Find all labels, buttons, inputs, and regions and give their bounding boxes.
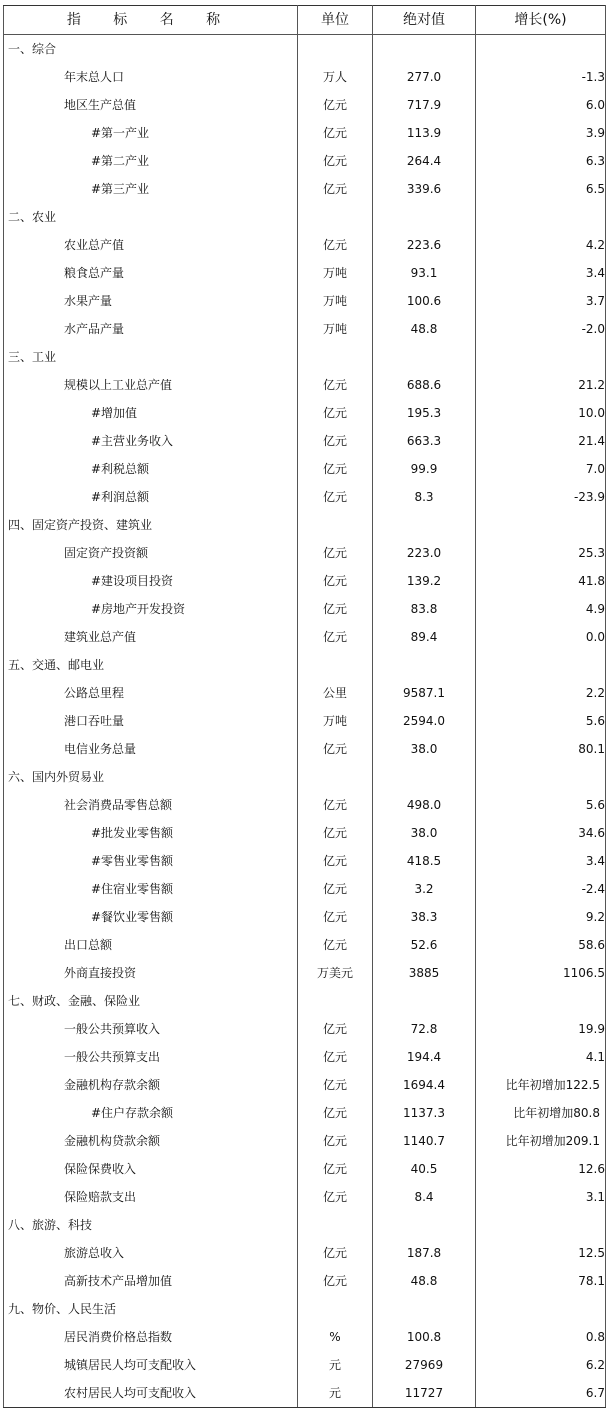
row-growth [476, 511, 606, 539]
row-value: 83.8 [373, 595, 476, 623]
row-unit: 亿元 [298, 735, 373, 763]
row-name: 居民消费价格总指数 [4, 1323, 298, 1351]
statistics-table [3, 5, 606, 1408]
table-row [4, 1099, 606, 1127]
header-absolute-value: 绝对值 [373, 6, 476, 35]
row-name: 地区生产总值 [4, 91, 298, 119]
row-growth: 1106.5 [476, 959, 606, 987]
row-growth: -1.3 [476, 63, 606, 91]
row-value [373, 511, 476, 539]
row-value: 2594.0 [373, 707, 476, 735]
row-value: 194.4 [373, 1043, 476, 1071]
row-growth [476, 651, 606, 679]
row-unit: 亿元 [298, 147, 373, 175]
table-row [4, 791, 606, 819]
row-value: 195.3 [373, 399, 476, 427]
table-row [4, 455, 606, 483]
row-growth [476, 1211, 606, 1239]
row-name: 电信业务总量 [4, 735, 298, 763]
row-value [373, 1211, 476, 1239]
table-header [4, 6, 606, 35]
table-row [4, 483, 606, 511]
row-growth: 比年初增加209.1 [476, 1127, 606, 1155]
table-body [4, 35, 606, 1408]
table-row [4, 91, 606, 119]
row-name: 建筑业总产值 [4, 623, 298, 651]
row-value [373, 763, 476, 791]
row-unit: 亿元 [298, 595, 373, 623]
row-unit [298, 651, 373, 679]
row-unit: 亿元 [298, 1183, 373, 1211]
row-value: 8.3 [373, 483, 476, 511]
row-growth: 3.1 [476, 1183, 606, 1211]
row-unit: 亿元 [298, 231, 373, 259]
row-name: 固定资产投资额 [4, 539, 298, 567]
table-row [4, 1379, 606, 1408]
row-unit: 亿元 [298, 623, 373, 651]
row-unit: 亿元 [298, 539, 373, 567]
section-row [4, 1211, 606, 1239]
row-growth: 5.6 [476, 791, 606, 819]
row-value: 113.9 [373, 119, 476, 147]
row-growth: 比年初增加122.5 [476, 1071, 606, 1099]
row-value: 498.0 [373, 791, 476, 819]
row-value: 100.6 [373, 287, 476, 315]
row-growth: 2.2 [476, 679, 606, 707]
row-unit: 亿元 [298, 1155, 373, 1183]
row-value: 139.2 [373, 567, 476, 595]
row-value: 688.6 [373, 371, 476, 399]
row-growth: 比年初增加80.8 [476, 1099, 606, 1127]
row-growth: 41.8 [476, 567, 606, 595]
row-name: 五、交通、邮电业 [4, 651, 298, 679]
row-name: 八、旅游、科技 [4, 1211, 298, 1239]
row-growth: 0.8 [476, 1323, 606, 1351]
row-name: 一、综合 [4, 35, 298, 64]
row-value: 89.4 [373, 623, 476, 651]
row-unit: % [298, 1323, 373, 1351]
section-row [4, 203, 606, 231]
row-value: 223.0 [373, 539, 476, 567]
row-value: 663.3 [373, 427, 476, 455]
table-row [4, 1043, 606, 1071]
row-name: 二、农业 [4, 203, 298, 231]
row-unit: 亿元 [298, 455, 373, 483]
table-row [4, 959, 606, 987]
table-row [4, 1015, 606, 1043]
table-row [4, 707, 606, 735]
row-growth: 4.1 [476, 1043, 606, 1071]
row-unit: 亿元 [298, 427, 373, 455]
header-row [4, 6, 606, 35]
table-row [4, 567, 606, 595]
row-name: 年末总人口 [4, 63, 298, 91]
table-row [4, 371, 606, 399]
row-unit [298, 35, 373, 64]
row-growth: -23.9 [476, 483, 606, 511]
row-name: 农村居民人均可支配收入 [4, 1379, 298, 1408]
row-growth: 58.6 [476, 931, 606, 959]
row-value: 9587.1 [373, 679, 476, 707]
row-unit [298, 1211, 373, 1239]
row-name: 农业总产值 [4, 231, 298, 259]
row-value: 48.8 [373, 315, 476, 343]
table-row [4, 847, 606, 875]
table-row [4, 63, 606, 91]
row-unit: 元 [298, 1379, 373, 1408]
row-unit: 亿元 [298, 931, 373, 959]
row-name: #零售业零售额 [4, 847, 298, 875]
row-growth: 6.2 [476, 1351, 606, 1379]
row-name: #利税总额 [4, 455, 298, 483]
row-value [373, 203, 476, 231]
row-growth: -2.0 [476, 315, 606, 343]
row-value: 1137.3 [373, 1099, 476, 1127]
row-value: 3.2 [373, 875, 476, 903]
table-row [4, 1155, 606, 1183]
row-growth: 5.6 [476, 707, 606, 735]
row-name: 社会消费品零售总额 [4, 791, 298, 819]
row-unit [298, 511, 373, 539]
row-name: #第一产业 [4, 119, 298, 147]
table-row [4, 931, 606, 959]
row-growth: 9.2 [476, 903, 606, 931]
row-name: 金融机构存款余额 [4, 1071, 298, 1099]
section-row [4, 651, 606, 679]
table-row [4, 1267, 606, 1295]
table-row [4, 595, 606, 623]
section-row [4, 1295, 606, 1323]
row-unit: 亿元 [298, 483, 373, 511]
row-name: #主营业务收入 [4, 427, 298, 455]
row-unit [298, 763, 373, 791]
row-name: 城镇居民人均可支配收入 [4, 1351, 298, 1379]
row-value: 11727 [373, 1379, 476, 1408]
row-name: 高新技术产品增加值 [4, 1267, 298, 1295]
table-row [4, 147, 606, 175]
table-row [4, 819, 606, 847]
header-growth-percent: 增长(%) [476, 6, 606, 35]
row-value: 277.0 [373, 63, 476, 91]
table-row [4, 539, 606, 567]
row-value [373, 987, 476, 1015]
row-name: 九、物价、人民生活 [4, 1295, 298, 1323]
row-name: 三、工业 [4, 343, 298, 371]
table-row [4, 875, 606, 903]
row-unit: 亿元 [298, 875, 373, 903]
row-name: 水产品产量 [4, 315, 298, 343]
row-name: #第三产业 [4, 175, 298, 203]
table-row [4, 315, 606, 343]
table-row [4, 119, 606, 147]
row-growth: 3.9 [476, 119, 606, 147]
row-growth: 12.6 [476, 1155, 606, 1183]
row-growth: 6.0 [476, 91, 606, 119]
row-name: #住宿业零售额 [4, 875, 298, 903]
row-name: #利润总额 [4, 483, 298, 511]
row-growth: 7.0 [476, 455, 606, 483]
row-unit [298, 987, 373, 1015]
row-growth: 12.5 [476, 1239, 606, 1267]
row-value: 339.6 [373, 175, 476, 203]
row-name: 粮食总产量 [4, 259, 298, 287]
table-row [4, 1127, 606, 1155]
row-name: #第二产业 [4, 147, 298, 175]
table-row [4, 287, 606, 315]
row-unit: 亿元 [298, 1127, 373, 1155]
row-growth: 21.4 [476, 427, 606, 455]
row-unit: 亿元 [298, 903, 373, 931]
row-unit: 亿元 [298, 91, 373, 119]
row-name: #批发业零售额 [4, 819, 298, 847]
row-growth: 4.9 [476, 595, 606, 623]
row-unit: 万吨 [298, 315, 373, 343]
row-value: 52.6 [373, 931, 476, 959]
row-growth: -2.4 [476, 875, 606, 903]
table-row [4, 427, 606, 455]
table-row [4, 399, 606, 427]
row-value: 223.6 [373, 231, 476, 259]
row-growth: 6.7 [476, 1379, 606, 1408]
row-growth: 6.3 [476, 147, 606, 175]
table-row [4, 231, 606, 259]
row-unit: 亿元 [298, 567, 373, 595]
row-name: #增加值 [4, 399, 298, 427]
table-row [4, 1239, 606, 1267]
row-value: 1140.7 [373, 1127, 476, 1155]
table-row [4, 623, 606, 651]
row-name: #房地产开发投资 [4, 595, 298, 623]
section-row [4, 763, 606, 791]
row-value [373, 35, 476, 64]
row-value: 38.0 [373, 735, 476, 763]
section-row [4, 511, 606, 539]
row-value: 187.8 [373, 1239, 476, 1267]
row-unit: 万美元 [298, 959, 373, 987]
table-row [4, 1071, 606, 1099]
row-value: 40.5 [373, 1155, 476, 1183]
row-unit: 亿元 [298, 1239, 373, 1267]
row-growth [476, 763, 606, 791]
row-name: 七、财政、金融、保险业 [4, 987, 298, 1015]
row-growth [476, 987, 606, 1015]
row-unit: 亿元 [298, 1267, 373, 1295]
row-value: 38.0 [373, 819, 476, 847]
row-growth: 19.9 [476, 1015, 606, 1043]
table-row [4, 903, 606, 931]
row-value [373, 1295, 476, 1323]
row-name: 规模以上工业总产值 [4, 371, 298, 399]
row-growth: 0.0 [476, 623, 606, 651]
section-row [4, 343, 606, 371]
row-value: 1694.4 [373, 1071, 476, 1099]
row-unit: 万人 [298, 63, 373, 91]
row-name: 外商直接投资 [4, 959, 298, 987]
row-unit: 亿元 [298, 1071, 373, 1099]
row-growth [476, 1295, 606, 1323]
table-row [4, 735, 606, 763]
row-name: 金融机构贷款余额 [4, 1127, 298, 1155]
row-name: 保险赔款支出 [4, 1183, 298, 1211]
section-row [4, 987, 606, 1015]
row-growth: 10.0 [476, 399, 606, 427]
row-name: 港口吞吐量 [4, 707, 298, 735]
row-value: 264.4 [373, 147, 476, 175]
row-growth: 25.3 [476, 539, 606, 567]
row-unit: 亿元 [298, 1015, 373, 1043]
row-name: 一般公共预算收入 [4, 1015, 298, 1043]
row-name: 六、国内外贸易业 [4, 763, 298, 791]
row-name: 一般公共预算支出 [4, 1043, 298, 1071]
row-unit: 亿元 [298, 371, 373, 399]
table-row [4, 1351, 606, 1379]
table-row [4, 1183, 606, 1211]
row-growth: 21.2 [476, 371, 606, 399]
row-growth: 6.5 [476, 175, 606, 203]
row-value: 717.9 [373, 91, 476, 119]
row-name: 旅游总收入 [4, 1239, 298, 1267]
row-growth [476, 203, 606, 231]
row-unit: 万吨 [298, 259, 373, 287]
row-growth: 3.4 [476, 259, 606, 287]
row-unit: 亿元 [298, 847, 373, 875]
row-unit: 亿元 [298, 119, 373, 147]
header-indicator-name: 指 标 名 称 [4, 6, 298, 35]
row-growth [476, 343, 606, 371]
row-value: 38.3 [373, 903, 476, 931]
row-value: 72.8 [373, 1015, 476, 1043]
row-name: #住户存款余额 [4, 1099, 298, 1127]
table-row [4, 679, 606, 707]
row-value: 99.9 [373, 455, 476, 483]
row-unit: 亿元 [298, 1043, 373, 1071]
row-unit [298, 343, 373, 371]
row-value: 418.5 [373, 847, 476, 875]
row-value [373, 343, 476, 371]
row-value: 3885 [373, 959, 476, 987]
row-value: 48.8 [373, 1267, 476, 1295]
row-unit: 亿元 [298, 791, 373, 819]
row-unit: 亿元 [298, 819, 373, 847]
header-unit: 单位 [298, 6, 373, 35]
row-growth: 34.6 [476, 819, 606, 847]
row-unit [298, 203, 373, 231]
row-growth: 3.7 [476, 287, 606, 315]
row-name: #餐饮业零售额 [4, 903, 298, 931]
section-row [4, 35, 606, 64]
row-unit: 元 [298, 1351, 373, 1379]
row-unit: 万吨 [298, 287, 373, 315]
row-name: 四、固定资产投资、建筑业 [4, 511, 298, 539]
row-growth: 80.1 [476, 735, 606, 763]
row-name: #建设项目投资 [4, 567, 298, 595]
row-unit: 亿元 [298, 399, 373, 427]
table-row [4, 259, 606, 287]
row-value: 93.1 [373, 259, 476, 287]
row-unit: 亿元 [298, 175, 373, 203]
row-name: 出口总额 [4, 931, 298, 959]
row-value: 100.8 [373, 1323, 476, 1351]
row-name: 水果产量 [4, 287, 298, 315]
row-unit [298, 1295, 373, 1323]
table-row [4, 175, 606, 203]
row-name: 保险保费收入 [4, 1155, 298, 1183]
row-growth [476, 35, 606, 64]
row-growth: 4.2 [476, 231, 606, 259]
row-unit: 亿元 [298, 1099, 373, 1127]
table-row [4, 1323, 606, 1351]
row-value: 8.4 [373, 1183, 476, 1211]
row-growth: 78.1 [476, 1267, 606, 1295]
row-unit: 万吨 [298, 707, 373, 735]
row-unit: 公里 [298, 679, 373, 707]
row-name: 公路总里程 [4, 679, 298, 707]
row-value [373, 651, 476, 679]
row-value: 27969 [373, 1351, 476, 1379]
row-growth: 3.4 [476, 847, 606, 875]
